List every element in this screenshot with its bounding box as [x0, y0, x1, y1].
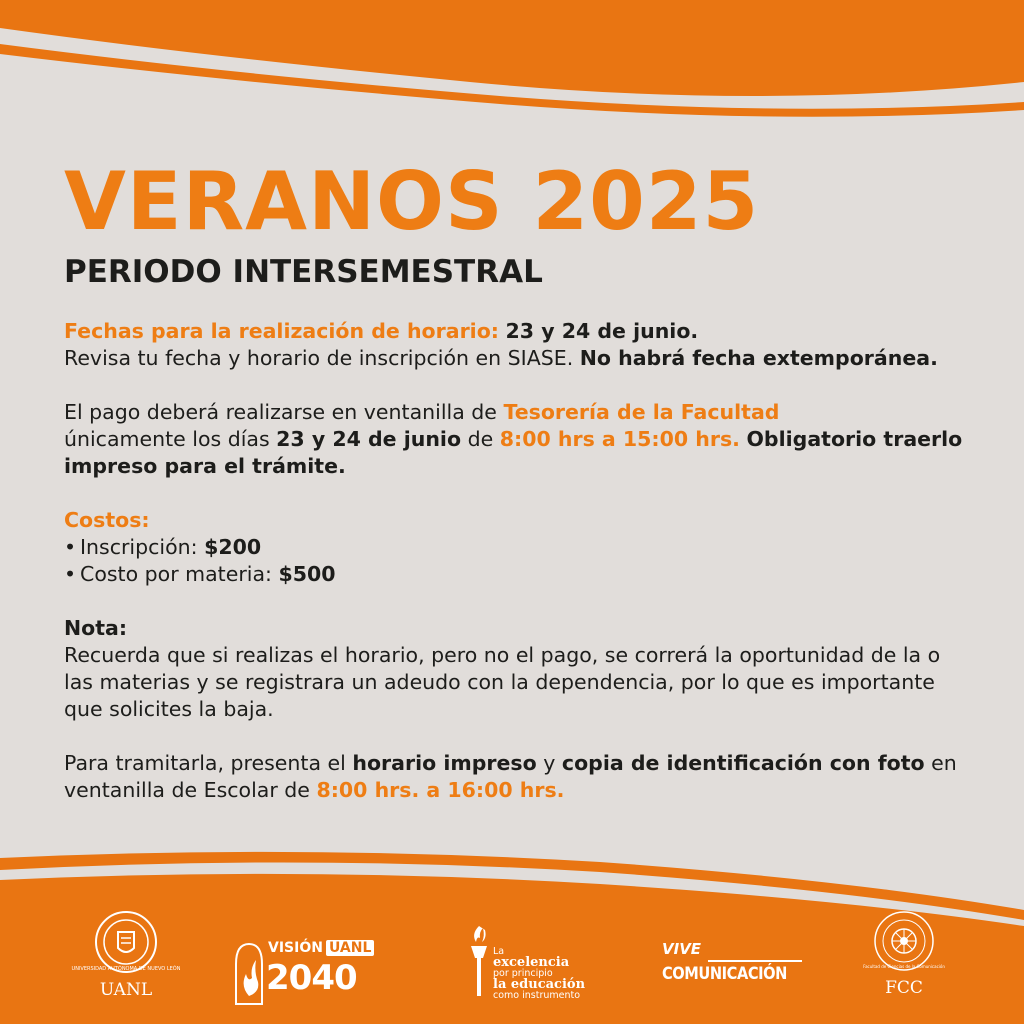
- fechas-paragraph: [64, 318, 964, 372]
- vive-comunicacion-logo: [662, 940, 802, 984]
- tramite-paragraph: [64, 750, 964, 804]
- vision-brand: UANL: [326, 940, 374, 956]
- flame-icon: [234, 942, 264, 1006]
- torch-line3: por principio: [493, 968, 553, 979]
- pago-text1: El pago deberá realizarse en ventanilla de: [64, 400, 497, 424]
- pago-place: Tesorería de la Facultad: [503, 400, 780, 424]
- fcc-label: FCC: [885, 978, 923, 998]
- bullet-icon: •: [64, 535, 77, 559]
- main-content: [64, 155, 964, 804]
- uanl-seal-text: UNIVERSIDAD AUTÓNOMA DE NUEVO LEÓN: [71, 966, 181, 972]
- vision-year: 2040: [266, 958, 357, 998]
- pago-text2: únicamente los días: [64, 427, 270, 451]
- page-subtitle: PERIODO INTERSEMESTRAL: [64, 254, 543, 290]
- cost-value: $200: [204, 535, 262, 559]
- list-item: [64, 561, 964, 588]
- top-wave-decoration: [0, 0, 1024, 120]
- fechas-dates: 23 y 24 de junio.: [505, 319, 699, 343]
- vive-line1: VIVE: [662, 940, 702, 958]
- tramite-text1: Para tramitarla, presenta el: [64, 751, 346, 775]
- excelencia-text: [493, 946, 585, 1001]
- fechas-text: Revisa tu fecha y horario de inscripción en SIASE.: [64, 346, 574, 370]
- pago-dates: 23 y 24 de junio: [276, 427, 462, 451]
- page-title: VERANOS 2025: [64, 155, 760, 248]
- nota-label: Nota:: [64, 616, 128, 640]
- uanl-seal-icon: [71, 910, 181, 974]
- tramite-text2: y: [543, 751, 556, 775]
- vision-top-text: [268, 940, 374, 956]
- nota-section: [64, 615, 964, 723]
- cost-value: $500: [278, 562, 336, 586]
- fechas-warning: No habrá fecha extemporánea.: [579, 346, 938, 370]
- fcc-seal-text: Facultad de Ciencias de la Comunicación: [863, 964, 945, 969]
- costos-section: [64, 507, 964, 588]
- tramite-text3: en ventanilla de Escolar de: [64, 751, 957, 802]
- costos-list: [64, 534, 964, 588]
- footer-logos: [0, 910, 1024, 1020]
- cost-label: Inscripción:: [80, 535, 198, 559]
- tramite-doc2: copia de identificación con foto: [561, 751, 925, 775]
- fechas-label: Fechas para la realización de horario:: [64, 319, 499, 343]
- torch-icon: [467, 924, 491, 1000]
- torch-line5: como instrumento: [493, 990, 581, 1001]
- costos-label: Costos:: [64, 508, 150, 532]
- vive-line2: COMUNICACIÓN: [662, 964, 787, 984]
- vision-2040-logo: [234, 938, 386, 1004]
- tramite-hours: 8:00 hrs. a 16:00 hrs.: [316, 778, 565, 802]
- torch-line1: La: [493, 946, 505, 957]
- pago-requirement: Obligatorio traerlo impreso para el trámite.: [64, 427, 963, 478]
- tramite-doc1: horario impreso: [352, 751, 537, 775]
- pago-hours: 8:00 hrs a 15:00 hrs.: [499, 427, 740, 451]
- nota-text: Recuerda que si realizas el horario, pero no el pago, se correrá la oportunidad de la o las materias y se registrara un adeudo con la dependencia, por lo que es importante que solicites la baja.: [64, 643, 941, 721]
- uanl-label: UANL: [99, 980, 153, 1000]
- vision-label: VISIÓN: [268, 940, 323, 956]
- bullet-icon: •: [64, 562, 77, 586]
- pago-paragraph: [64, 399, 964, 480]
- cost-label: Costo por materia:: [80, 562, 272, 586]
- torch-line4: la educación: [493, 977, 586, 992]
- vive-divider: [708, 960, 802, 962]
- pago-text3: de: [467, 427, 494, 451]
- fcc-logo: [863, 910, 945, 998]
- excelencia-logo: [467, 924, 587, 1014]
- uanl-logo: [71, 910, 181, 1000]
- list-item: [64, 534, 964, 561]
- fcc-seal-icon: [863, 910, 945, 972]
- torch-line2: excelencia: [493, 955, 570, 970]
